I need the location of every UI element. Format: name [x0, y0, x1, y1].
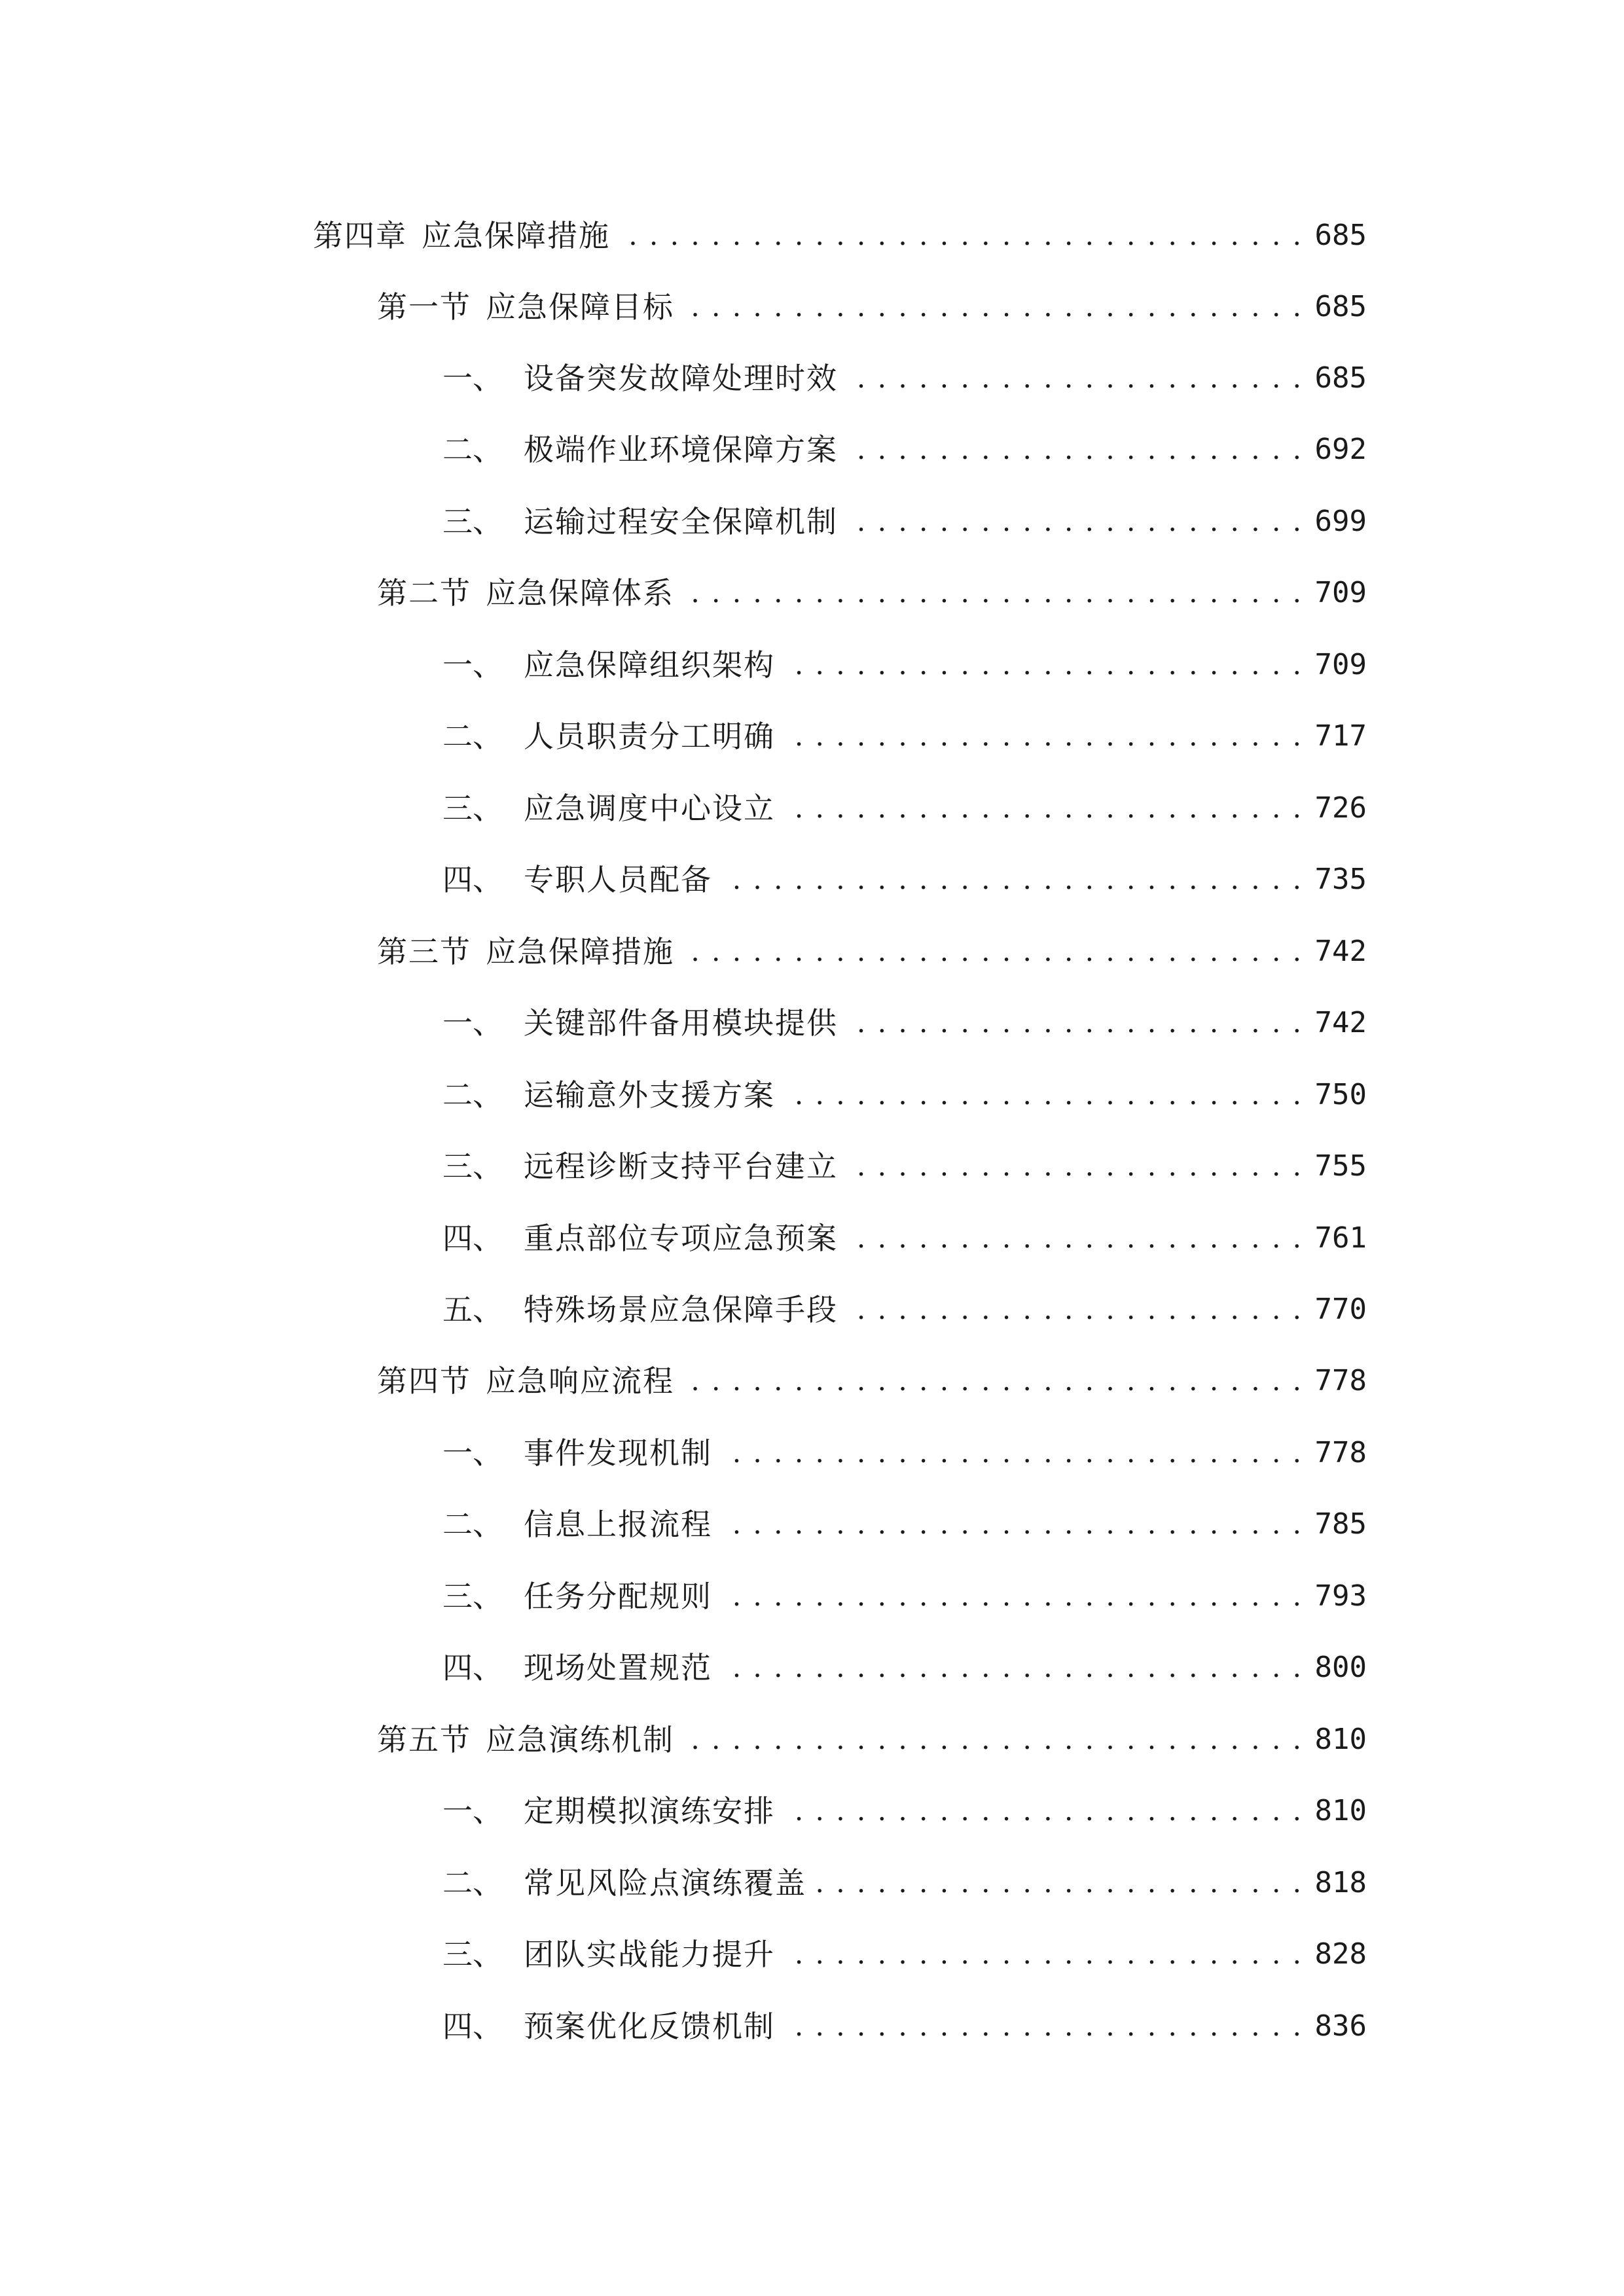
toc-entry-number: 三、: [442, 1579, 503, 1614]
toc-leader-dots: [784, 1935, 1303, 1974]
toc-leader-dots: [683, 287, 1303, 327]
toc-page-number: 761: [1314, 1221, 1367, 1255]
toc-page-number: 755: [1314, 1149, 1367, 1183]
toc-entry-number: 第四章: [313, 218, 407, 253]
toc-page-number: 810: [1314, 1794, 1367, 1827]
toc-entry-number: 四、: [442, 2009, 503, 2044]
toc-page-number: 750: [1314, 1078, 1367, 1111]
toc-item[interactable]: [442, 632, 1367, 685]
toc-entry-title: 信息上报流程: [524, 1507, 712, 1542]
toc-page-number: 778: [1314, 1436, 1367, 1469]
toc-page-number: 742: [1314, 935, 1367, 968]
toc-leader-dots: [683, 1720, 1303, 1759]
toc-entry-number: 第五节: [377, 1722, 471, 1757]
toc-leader-dots: [721, 1505, 1303, 1544]
toc-entry-title: 应急保障组织架构: [524, 647, 775, 683]
toc-entry-title: 设备突发故障处理时效: [524, 361, 838, 396]
toc-entry-number: 二、: [442, 719, 503, 754]
toc-page-number: 717: [1314, 719, 1367, 753]
toc-entry-number: 二、: [442, 1077, 503, 1113]
toc-item[interactable]: [442, 704, 1367, 756]
toc-entry-number: 一、: [442, 1793, 503, 1829]
toc-page-number: 709: [1314, 648, 1367, 681]
toc-page-number: 793: [1314, 1579, 1367, 1613]
toc-entry-title: 重点部位专项应急预案: [524, 1221, 838, 1256]
toc-item[interactable]: [442, 1277, 1367, 1329]
toc-section-4[interactable]: [377, 1348, 1367, 1401]
toc-entry-number: 二、: [442, 432, 503, 467]
toc-item[interactable]: [442, 1994, 1367, 2046]
toc-leader-dots: [683, 932, 1303, 971]
toc-entry-title: 应急演练机制: [486, 1722, 674, 1757]
toc-entry-number: 五、: [442, 1292, 503, 1327]
toc-entry-title: 应急响应流程: [486, 1363, 674, 1399]
toc-entry-title: 预案优化反馈机制: [524, 2009, 775, 2044]
toc-entry-title: 定期模拟演练安排: [524, 1793, 775, 1829]
toc-leader-dots: [721, 1577, 1303, 1616]
toc-entry-title: 现场处置规范: [524, 1650, 712, 1685]
toc-leader-dots: [721, 860, 1303, 899]
toc-leader-dots: [784, 645, 1303, 685]
toc-section-1[interactable]: [377, 274, 1367, 327]
toc-entry-number: 第一节: [377, 289, 471, 325]
toc-entry-number: 一、: [442, 1435, 503, 1471]
toc-item[interactable]: [442, 417, 1367, 469]
toc-page-number: 818: [1314, 1866, 1367, 1899]
toc-page-number: 778: [1314, 1364, 1367, 1397]
toc-entry-title: 应急保障体系: [486, 575, 674, 611]
toc-item[interactable]: [442, 1062, 1367, 1115]
toc-entry-title: 专职人员配备: [524, 862, 712, 897]
toc-entry-number: 二、: [442, 1507, 503, 1542]
toc-item[interactable]: [442, 346, 1367, 398]
toc-entry-number: 三、: [442, 504, 503, 539]
toc-item[interactable]: [442, 1922, 1367, 1974]
toc-entry-title: 应急保障目标: [486, 289, 674, 325]
toc-entry-number: 二、: [442, 1865, 503, 1901]
toc-entry-number: 一、: [442, 361, 503, 396]
toc-page-number: 685: [1314, 361, 1367, 395]
toc-leader-dots: [784, 789, 1303, 828]
toc-page-number: 836: [1314, 2009, 1367, 2043]
toc-leader-dots: [847, 430, 1303, 469]
toc-leader-dots: [816, 1863, 1303, 1903]
toc-page-number: 800: [1314, 1651, 1367, 1684]
toc-entry-title: 常见风险点演练覆盖: [524, 1865, 806, 1901]
toc-leader-dots: [847, 1219, 1303, 1258]
toc-page-number: 709: [1314, 576, 1367, 609]
toc-entry-number: 三、: [442, 1149, 503, 1184]
toc-section-2[interactable]: [377, 560, 1367, 613]
toc-item[interactable]: [442, 776, 1367, 828]
toc-leader-dots: [683, 573, 1303, 613]
toc-item[interactable]: [442, 847, 1367, 899]
toc-item[interactable]: [442, 1850, 1367, 1903]
toc-entry-title: 特殊场景应急保障手段: [524, 1292, 838, 1327]
toc-entry-number: 一、: [442, 1005, 503, 1041]
toc-section-3[interactable]: [377, 919, 1367, 971]
toc-page-number: 770: [1314, 1293, 1367, 1326]
toc-entry-title: 人员职责分工明确: [524, 719, 775, 754]
toc-page-number: 692: [1314, 433, 1367, 466]
toc-leader-dots: [847, 1003, 1303, 1043]
toc-entry-title: 应急保障措施: [422, 218, 610, 253]
toc-leader-dots: [683, 1361, 1303, 1401]
toc-page-number: 699: [1314, 505, 1367, 538]
toc-entry-title: 任务分配规则: [524, 1579, 712, 1614]
toc-leader-dots: [847, 1147, 1303, 1186]
toc-chapter-4[interactable]: [313, 203, 1367, 255]
toc-leader-dots: [847, 359, 1303, 398]
toc-item[interactable]: [442, 1564, 1367, 1616]
toc-page-number: 726: [1314, 791, 1367, 825]
toc-leader-dots: [784, 717, 1303, 756]
toc-entry-number: 第二节: [377, 575, 471, 611]
toc-item[interactable]: [442, 1206, 1367, 1258]
toc-entry-title: 极端作业环境保障方案: [524, 432, 838, 467]
toc-entry-title: 应急调度中心设立: [524, 791, 775, 826]
toc-page-number: 742: [1314, 1006, 1367, 1039]
toc-entry-title: 应急保障措施: [486, 934, 674, 969]
toc-entry-number: 一、: [442, 647, 503, 683]
toc-item[interactable]: [442, 1492, 1367, 1544]
toc-entry-number: 四、: [442, 1650, 503, 1685]
toc-item[interactable]: [442, 1635, 1367, 1687]
toc-page-number: 735: [1314, 863, 1367, 896]
toc-entry-title: 事件发现机制: [524, 1435, 712, 1471]
toc-leader-dots: [847, 1290, 1303, 1329]
toc-page-number: 810: [1314, 1723, 1367, 1756]
toc-entry-title: 关键部件备用模块提供: [524, 1005, 838, 1041]
toc-entry-title: 运输过程安全保障机制: [524, 504, 838, 539]
toc-item[interactable]: [442, 1420, 1367, 1473]
toc-entry-number: 三、: [442, 791, 503, 826]
toc-entry-title: 远程诊断支持平台建立: [524, 1149, 838, 1184]
toc-entry-number: 三、: [442, 1937, 503, 1972]
toc-entry-title: 团队实战能力提升: [524, 1937, 775, 1972]
toc-leader-dots: [847, 502, 1303, 541]
toc-page-number: 828: [1314, 1937, 1367, 1971]
toc-item[interactable]: [442, 990, 1367, 1043]
toc-leader-dots: [784, 2007, 1303, 2046]
toc-leader-dots: [721, 1648, 1303, 1687]
toc-leader-dots: [721, 1433, 1303, 1473]
toc-entry-number: 四、: [442, 862, 503, 897]
toc-item[interactable]: [442, 1778, 1367, 1831]
toc-entry-number: 第四节: [377, 1363, 471, 1399]
toc-page-number: 685: [1314, 290, 1367, 323]
toc-leader-dots: [784, 1075, 1303, 1115]
toc-entry-title: 运输意外支援方案: [524, 1077, 775, 1113]
toc-page-number: 685: [1314, 219, 1367, 252]
toc-item[interactable]: [442, 1134, 1367, 1186]
toc-leader-dots: [784, 1791, 1303, 1831]
toc-leader-dots: [619, 216, 1303, 255]
toc-page-number: 785: [1314, 1507, 1367, 1541]
toc-section-5[interactable]: [377, 1707, 1367, 1759]
toc-item[interactable]: [442, 489, 1367, 541]
toc-entry-number: 第三节: [377, 934, 471, 969]
toc-entry-number: 四、: [442, 1221, 503, 1256]
